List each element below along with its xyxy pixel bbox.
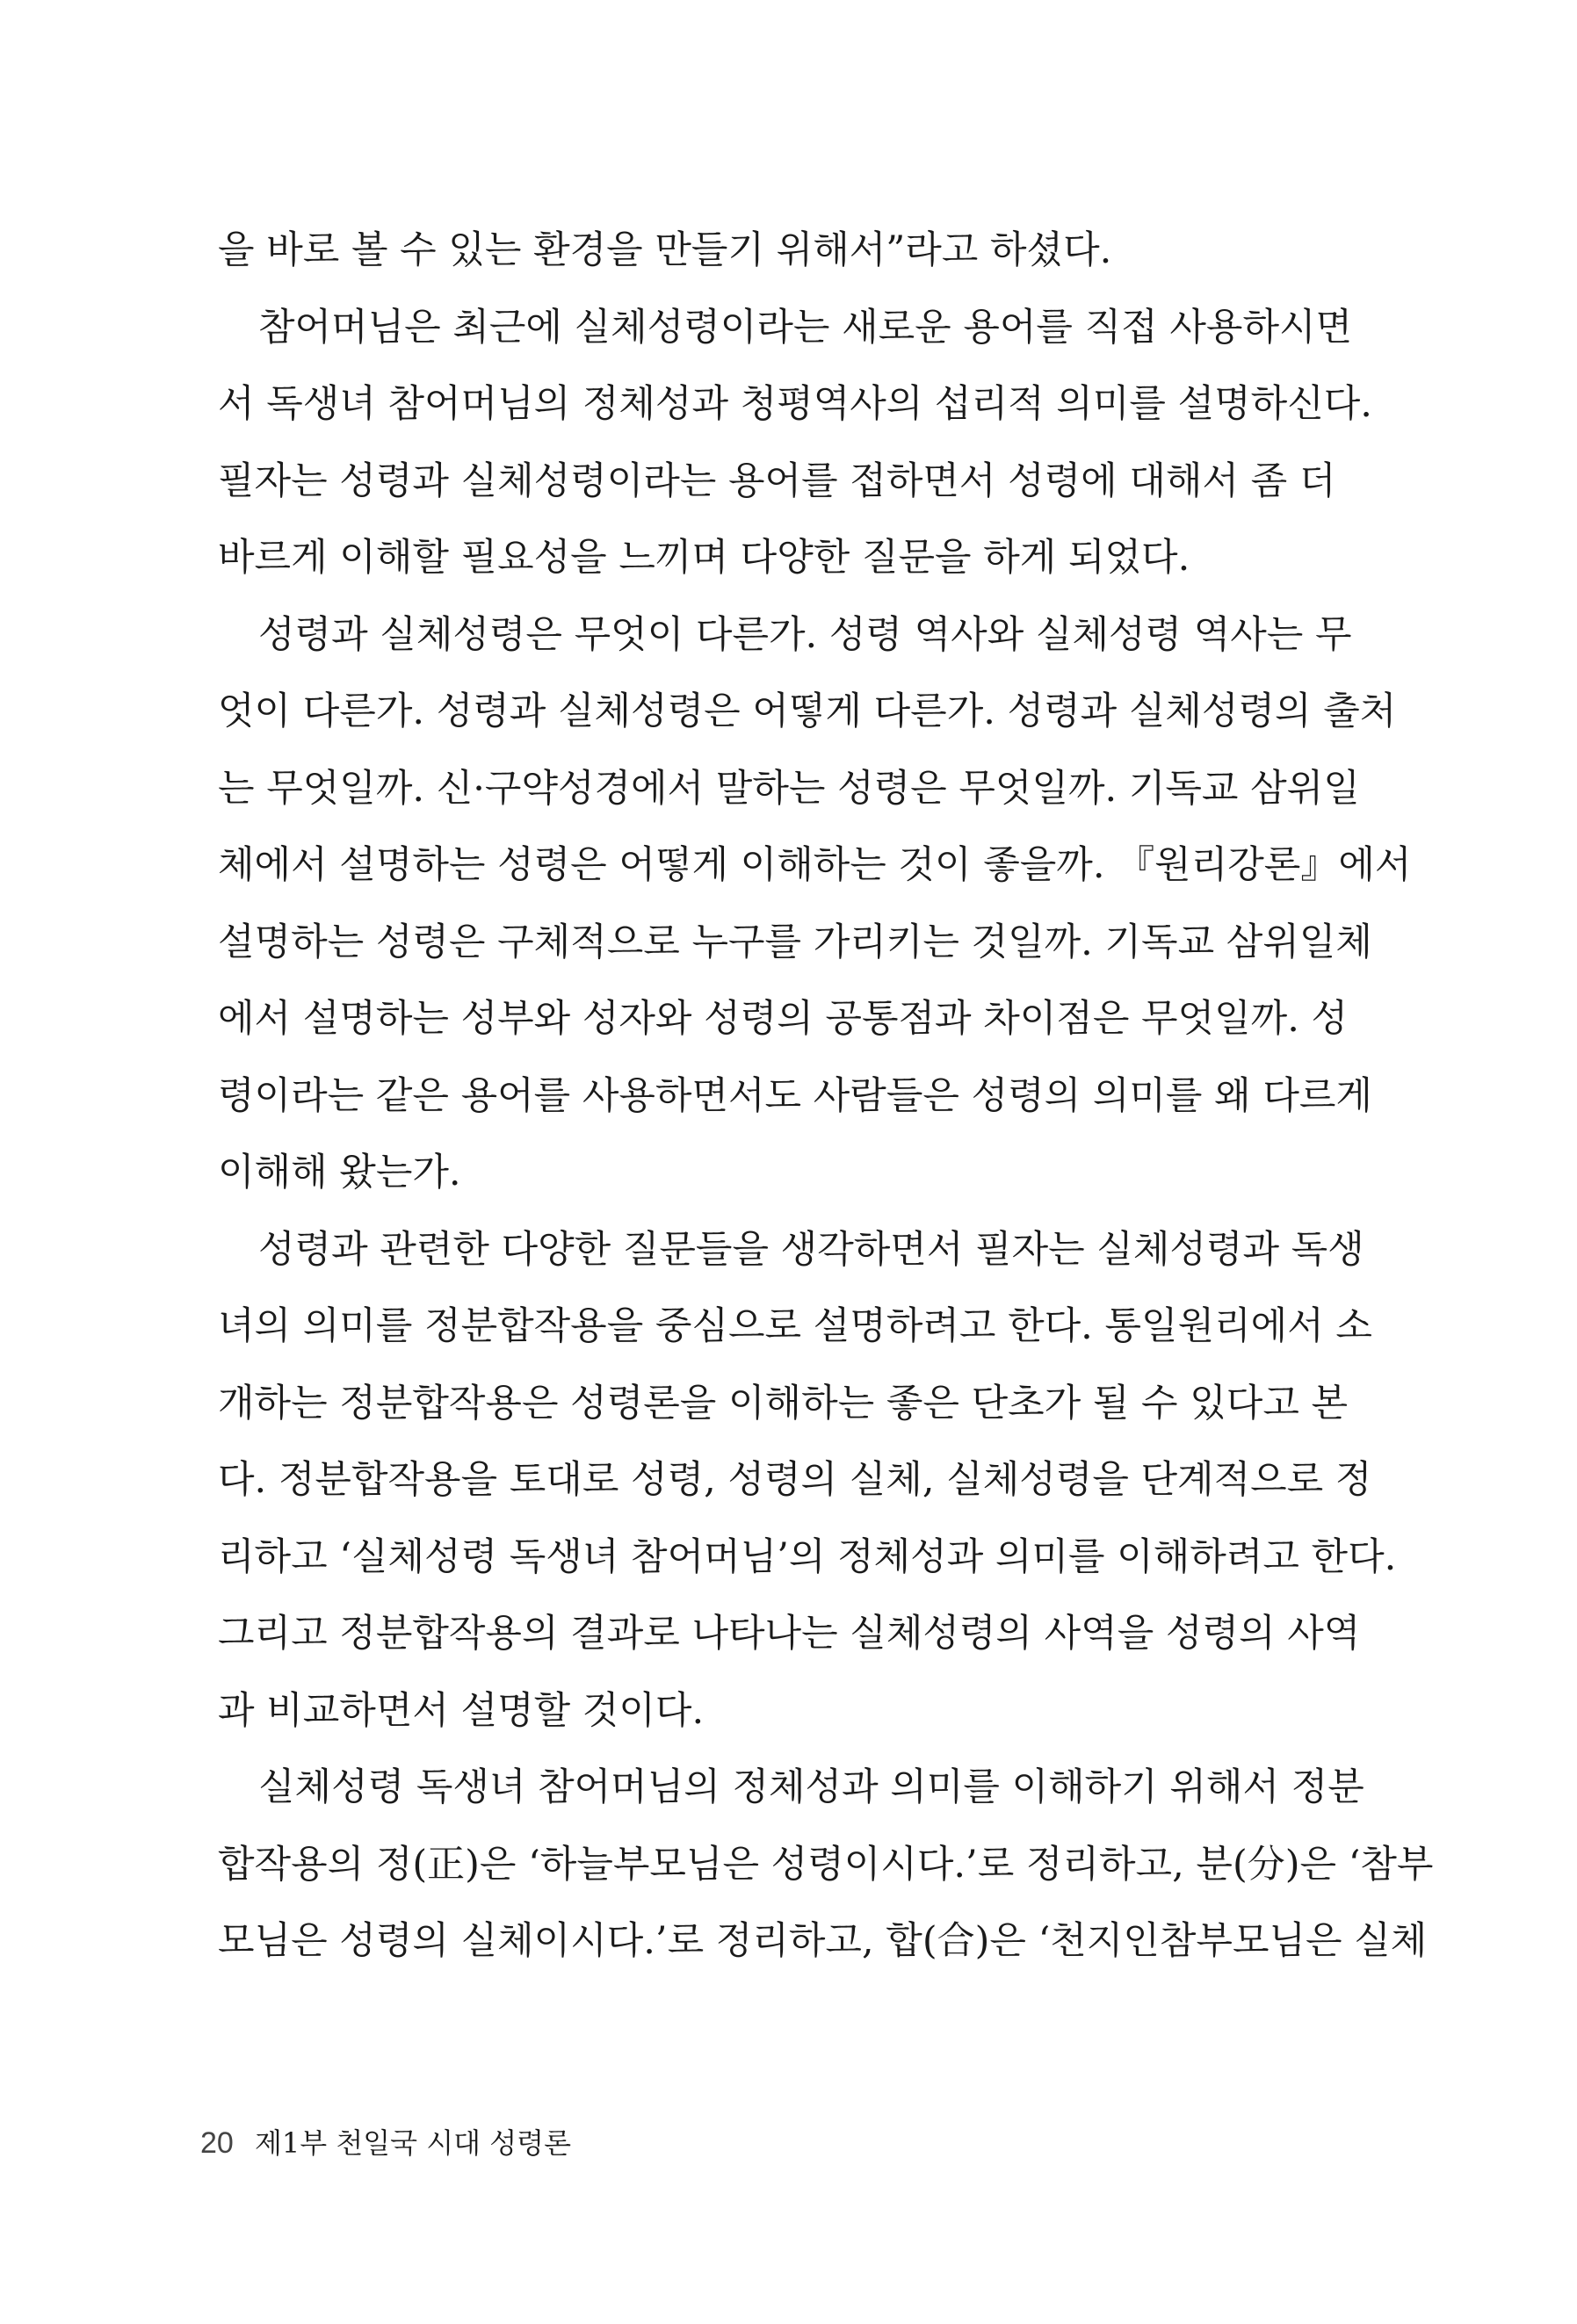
- text-line: 설명하는 성령은 구체적으로 누구를 가리키는 것일까. 기독교 삼위일체: [218, 920, 1372, 964]
- text-line: 필자는 성령과 실체성령이라는 용어를 접하면서 성령에 대해서 좀 더: [218, 458, 1336, 503]
- text-line: 그리고 정분합작용의 결과로 나타나는 실체성령의 사역을 성령의 사역: [218, 1612, 1361, 1656]
- text-line: 합작용의 정(正)은 ‘하늘부모님은 성령이시다.’로 정리하고, 분(分)은 ‘참부: [218, 1842, 1434, 1887]
- text-line: 령이라는 같은 용어를 사용하면서도 사람들은 성령의 의미를 왜 다르게: [218, 1073, 1372, 1118]
- text-line: 바르게 이해할 필요성을 느끼며 다양한 질문을 하게 되었다.: [218, 536, 1190, 580]
- text-line: 참어머님은 최근에 실체성령이라는 새로운 용어를 직접 사용하시면: [258, 305, 1353, 350]
- text-line: 다. 정분합작용을 토대로 성령, 성령의 실체, 실체성령을 단계적으로 정: [218, 1458, 1372, 1502]
- page-footer: [0, 2124, 1577, 2162]
- page-number: 20: [200, 2126, 234, 2160]
- text-line: 성령과 관련한 다양한 질문들을 생각하면서 필자는 실체성령과 독생: [258, 1227, 1364, 1272]
- text-line: 실체성령 독생녀 참어머님의 정체성과 의미를 이해하기 위해서 정분: [258, 1765, 1364, 1809]
- text-line: 엇이 다른가. 성령과 실체성령은 어떻게 다른가. 성령과 실체성령의 출처: [218, 689, 1397, 733]
- text-line: 서 독생녀 참어머님의 정체성과 청평역사의 섭리적 의미를 설명하신다.: [218, 382, 1372, 426]
- text-line: 성령과 실체성령은 무엇이 다른가. 성령 역사와 실체성령 역사는 무: [258, 612, 1352, 657]
- text-line: 이해해 왔는가.: [218, 1151, 461, 1194]
- text-line: 는 무엇일까. 신·구약성경에서 말하는 성령은 무엇일까. 기독교 삼위일: [218, 766, 1360, 811]
- text-line: 체에서 설명하는 성령은 어떻게 이해하는 것이 좋을까. 『원리강론』에서: [218, 843, 1412, 887]
- running-title: 제1부 천일국 시대 성령론: [255, 2126, 571, 2160]
- text-line: 에서 설명하는 성부와 성자와 성령의 공통점과 차이점은 무엇일까. 성: [218, 997, 1349, 1041]
- text-line: 모님은 성령의 실체이시다.’로 정리하고, 합(合)은 ‘천지인참부모님은 실체: [218, 1919, 1428, 1963]
- text-line: 녀의 의미를 정분합작용을 중심으로 설명하려고 한다. 통일원리에서 소: [218, 1304, 1372, 1348]
- text-line: 을 바로 볼 수 있는 환경을 만들기 위해서”라고 하셨다.: [218, 228, 1112, 272]
- text-line: 과 비교하면서 설명할 것이다.: [218, 1688, 705, 1733]
- text-line: 리하고 ‘실체성령 독생녀 참어머님’의 정체성과 의미를 이해하려고 한다.: [218, 1534, 1397, 1579]
- text-line: 개하는 정분합작용은 성령론을 이해하는 좋은 단초가 될 수 있다고 본: [218, 1381, 1349, 1425]
